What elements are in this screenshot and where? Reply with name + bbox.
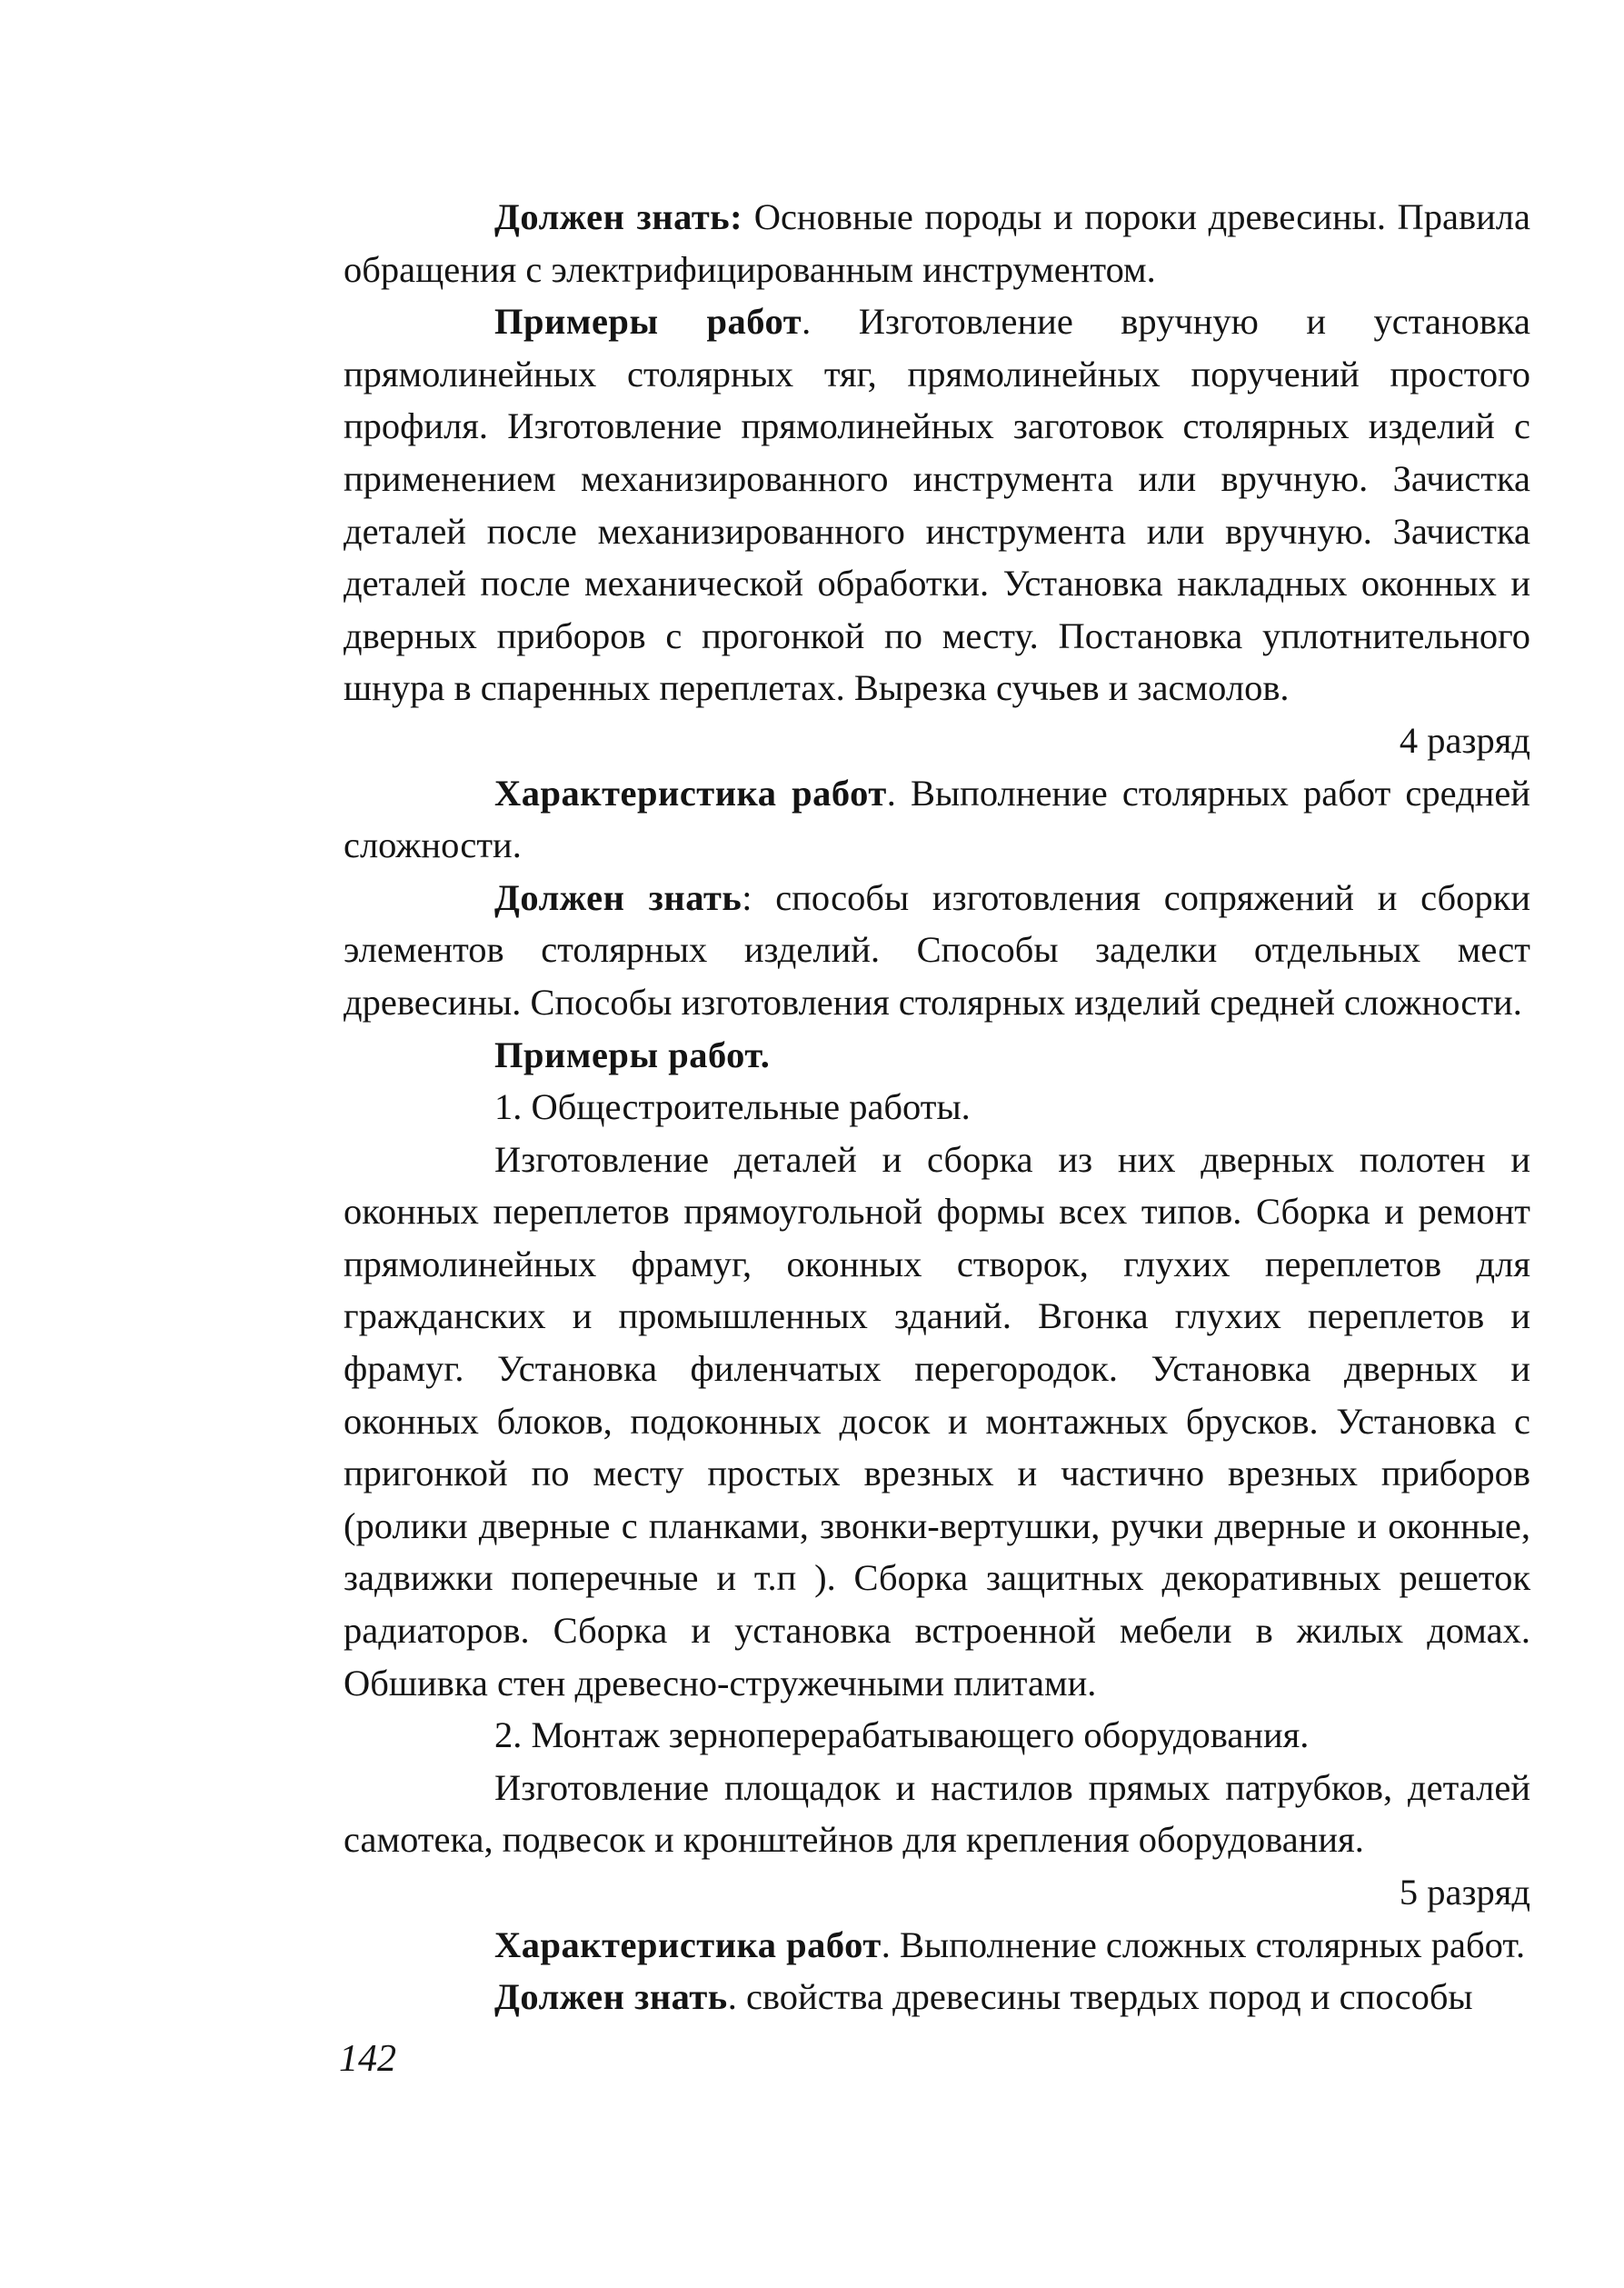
paragraph: [344, 872, 1530, 1029]
paragraph: [344, 1762, 1530, 1866]
page-number: 142: [339, 2038, 396, 2080]
paragraph-body: Основные породы и пороки древесины. Правила обращения с электрифицированным инструментом.: [344, 196, 1530, 290]
paragraph-heading: Примеры работ: [494, 301, 802, 343]
paragraph-heading: Характеристика работ: [494, 1923, 882, 1965]
paragraph: [344, 1081, 1530, 1134]
paragraph-heading: Характеристика работ: [494, 772, 887, 814]
paragraph-body: Изготовление деталей и сборка из них дверных полотен и оконных переплетов прямоугольной формы всех типов. Сборка и ремонт прямолинейных фрамуг, оконных створок, глухих переплетов для гражданских и промышленных зданий. Вгонка глухих переплетов и фрамуг. Установка филенчатых перегородок. Установка дверных и оконных блоков, подоконных досок и монтажных брусков. Установка с пригонкой по месту простых врезных и частично врезных приборов (ролики дверные с планками, звонки-вертушки, ручки дверные и оконные, задвижки поперечные и т.п ). Сборка защитных декоративных решеток радиаторов. Сборка и установка встроенной мебели в жилых домах. Обшивка стен древесно-стружечными плитами.: [344, 1138, 1530, 1704]
paragraph-heading: Примеры работ.: [494, 1034, 771, 1075]
paragraph: [344, 1029, 1530, 1082]
paragraph: [344, 1919, 1530, 1972]
paragraph-body: . свойства древесины твердых пород и способы: [727, 1976, 1473, 2018]
grade-heading: 5 разряд: [1399, 1872, 1530, 1913]
paragraph-body: . Выполнение сложных столярных работ.: [881, 1923, 1526, 1965]
grade-heading: 4 разряд: [1399, 719, 1530, 761]
paragraph: [344, 767, 1530, 872]
paragraph-heading: Должен знать: [494, 876, 742, 918]
paragraph: [344, 191, 1530, 295]
paragraph-body: 2. Монтаж зерноперерабатывающего оборудования.: [494, 1714, 1310, 1756]
paragraph-body: . Выполнение столярных работ средней сложности.: [344, 772, 1530, 866]
paragraph-heading: Должен знать: [494, 1976, 728, 2018]
paragraph: [344, 295, 1530, 714]
paragraph-body: . Изготовление вручную и установка прямолинейных столярных тяг, прямолинейных поручений простого профиля. Изготовление прямолинейных заготовок столярных изделий с применением механизированного инструмента или вручную. Зачистка деталей после механизированного инструмента или вручную. Зачистка деталей после механической обработки. Установка накладных оконных и дверных приборов с прогонкой по месту. Постановка уплотнительного шнура в спаренных переплетах. Вырезка сучьев и засмолов.: [344, 301, 1530, 709]
paragraph-heading: Должен знать:: [494, 196, 743, 237]
paragraph-body: 1. Общестроительные работы.: [494, 1086, 971, 1128]
paragraph: [344, 1709, 1530, 1762]
page-text: [344, 191, 1530, 2023]
paragraph-body: Изготовление площадок и настилов прямых патрубков, деталей самотека, подвесок и кронштейнов для крепления оборудования.: [344, 1766, 1530, 1861]
paragraph: [344, 1971, 1530, 2023]
paragraph: [344, 1134, 1530, 1710]
paragraph-body: : способы изготовления сопряжений и сборки элементов столярных изделий. Способы заделки отдельных мест древесины. Способы изготовления столярных изделий средней сложности.: [344, 876, 1530, 1023]
